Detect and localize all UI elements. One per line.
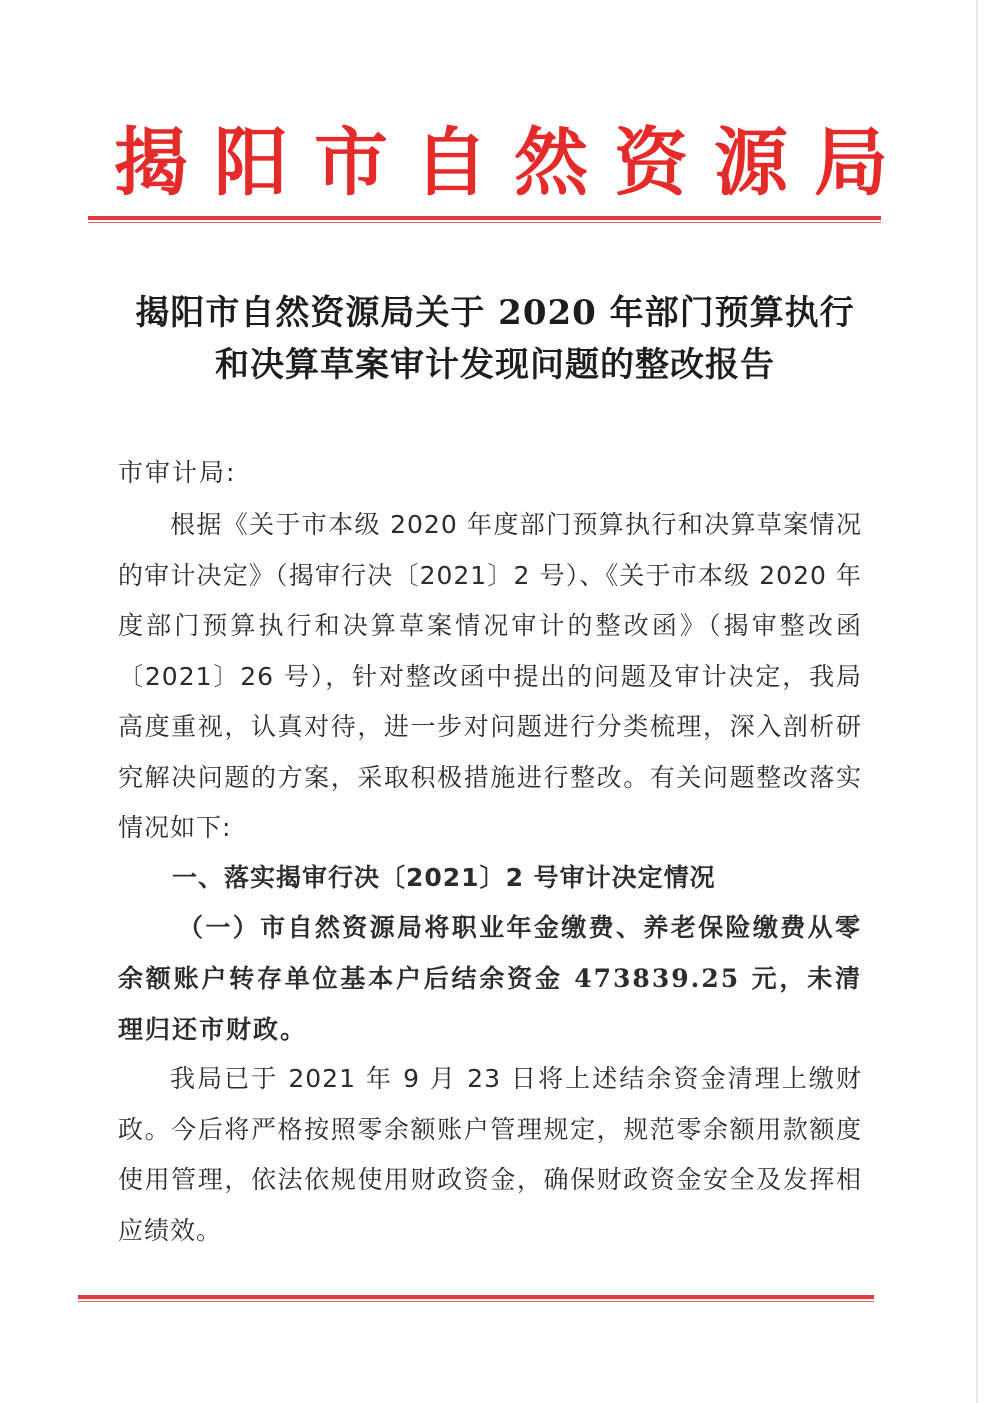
scan-edge-line bbox=[976, 0, 978, 1403]
intro-paragraph: 根据《关于市本级 2020 年度部门预算执行和决算草案情况的审计决定》（揭审行决〔2021〕2 号）、《关于市本级 2020 年度部门预算执行和决算草案情况审计的整改函》（揭审整改函〔2021〕26 号），针对整改函中提出的问题及审计决定，我局高度重视，认真对待，进一步对问题进行分类梳理，深入剖析研究解决问题的方案，采取积极措施进行整改。有关问题整改落实情况如下: bbox=[118, 510, 862, 842]
salutation: 市审计局: bbox=[118, 458, 237, 487]
red-rule-thick bbox=[88, 216, 881, 220]
footer-rule-thick bbox=[78, 1295, 874, 1299]
document-title bbox=[110, 287, 880, 391]
rectification-paragraph: 我局已于 2021 年 9 月 23 日将上述结余资金清理上缴财政。今后将严格按照零余额账户管理规定，规范零余额用款额度使用管理，依法依规使用财政资金，确保财政资金安全及发挥相应绩效。 bbox=[118, 1064, 862, 1245]
footer-rule-thin bbox=[78, 1301, 874, 1302]
section-heading: 一、落实揭审行决〔2021〕2 号审计决定情况 bbox=[172, 863, 716, 892]
masthead-red-rule bbox=[88, 216, 881, 224]
document-title-line1: 揭阳市自然资源局关于 2020 年部门预算执行 bbox=[135, 293, 855, 333]
document-title-line2: 和决算草案审计发现问题的整改报告 bbox=[215, 345, 775, 385]
footer-red-rule bbox=[78, 1295, 874, 1303]
masthead-org-name: 揭阳市自然资源局 bbox=[114, 120, 914, 206]
subsection-heading: （一）市自然资源局将职业年金缴费、养老保险缴费从零余额账户转存单位基本户后结余资金 473839.25 元，未清理归还市财政。 bbox=[118, 913, 862, 1044]
red-rule-thin bbox=[88, 222, 881, 223]
